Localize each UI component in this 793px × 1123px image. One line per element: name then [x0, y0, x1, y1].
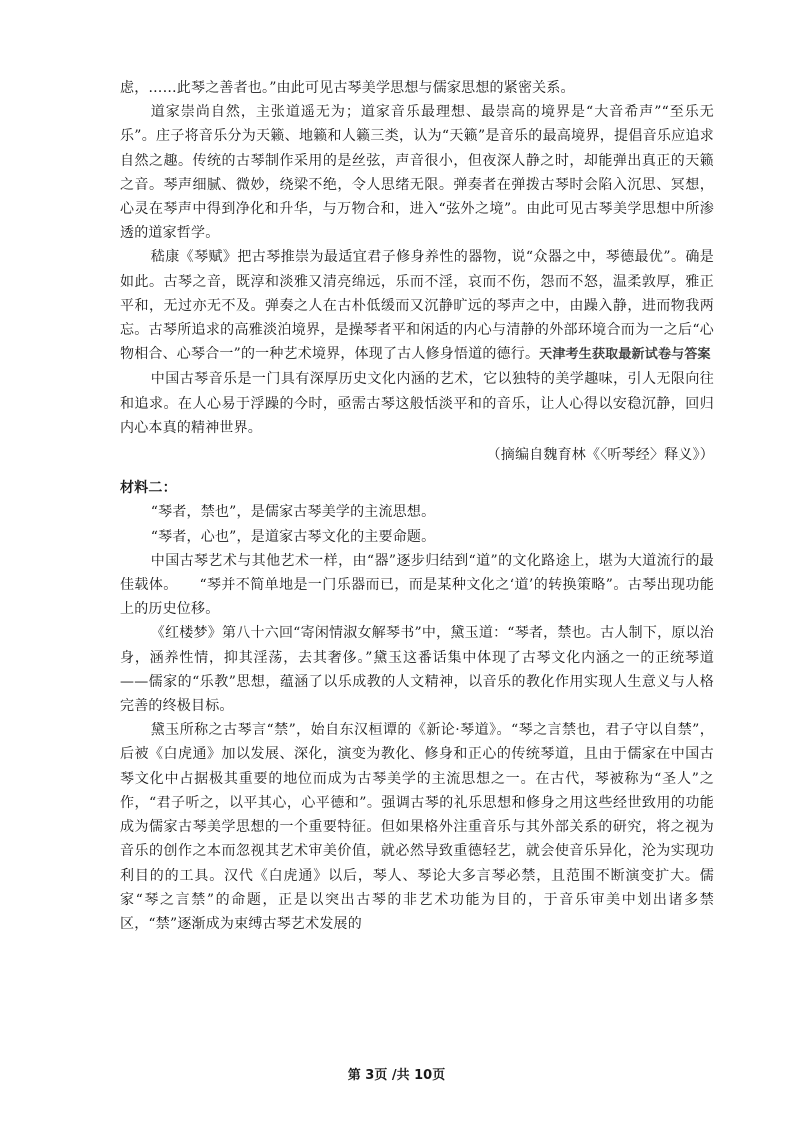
paragraph-qin-fu-text: 嵇康《琴赋》把古琴推崇为最适宜君子修身养性的器物，说“众器之中，琴德最优”。确是如此。古琴之音，既淳和淡雅又清亮绵远，乐而不淫，哀而不伤，怨而不怒，温柔敦厚，雅正平和，无过亦无不及。弹奏之人在古朴低缓而又沉静旷远的琴声之中，由躁入静，进而物我两忘。古琴所追求的高雅淡泊境界，是操琴者平和闲适的内心与清静的外部环境合而为一之后“心物相合、心琴合一”的一种艺术境界，体现了古人修身悟道的德行。: [120, 249, 714, 363]
paragraph-qin-jin: 黛玉所称之古琴言“禁”，始自东汉桓谭的《新论·琴道》。“琴之言禁也，君子守以自禁”，后被《白虎通》加以发展、深化，演变为教化、修身和正心的传统琴道，且由于儒家在中国古琴文化中占据极其重要的地位而成为古琴美学的主流思想之一。在古代，琴被称为“圣人”之作，“君子听之，以平其心，心平德和”。强调古琴的礼乐思想和修身之用这些经世致用的功能成为儒家古琴美学思想的一个重要特征。但如果格外注重音乐与其外部关系的研究，将之视为音乐的创作之本而忽视其艺术审美价值，就必然导致重德轻艺，就会使音乐异化，沦为实现功利目的的工具。汉代《白虎通》以后，琴人、琴论大多言琴必禁，且范围不断演变扩大。儒家“琴之言禁”的命题，正是以突出古琴的非艺术功能为目的，于音乐审美中划出诸多禁区，“禁”逐渐成为束缚古琴艺术发展的: [120, 722, 714, 932]
paragraph-qi-to-dao: 中国古琴艺术与其他艺术一样，由“器”逐步归结到“道”的文化路途上，堪为大道流行的最佳载体。 “琴并不简单地是一门乐器而已，而是某种文化之‘道’的转换策略”。古琴出现功能上的历史位移。: [120, 552, 714, 618]
paragraph-daoist-thesis: “琴者，心也”，是道家古琴文化的主要命题。: [150, 528, 436, 545]
paragraph-dream-red-mansions: 《红楼梦》第八十六回“寄闲情淑女解琴书”中，黛玉道：“琴者，禁也。古人制下，原以治身，涵养性情，抑其淫荡，去其奢侈。”黛玉这番话集中体现了古琴文化内涵之一的正统琴道——儒家的“乐教”思想，蕴涵了以乐成教的人文精神，以音乐的教化作用实现人生意义与人格完善的终极目标。: [120, 625, 714, 715]
paragraph-guqin-art: 中国古琴音乐是一门具有深厚历史文化内涵的艺术，它以独特的美学趣味，引人无限向往和追求。在人心易于浮躁的今时，亟需古琴这般恬淡平和的音乐，让人心得以安稳沉静，回归内心本真的精神世界。: [120, 371, 714, 436]
watermark-text: 天津考生获取最新试卷与答案: [539, 347, 711, 363]
paragraph-confucian-thesis: “琴者，禁也”，是儒家古琴美学的主流思想。: [150, 504, 436, 521]
source-citation: （摘编自魏育林《〈听琴经〉释义》）: [486, 447, 714, 464]
paragraph-qin-fu: [120, 245, 714, 367]
page-content: [120, 76, 714, 936]
page-number: 第 3页 /共 10页: [347, 1068, 446, 1083]
paragraph-daoist-music: 道家崇尚自然，主张道遥无为；道家音乐最理想、最崇高的境界是“大音希声”“至乐无乐”。庄子将音乐分为天籁、地籁和人籁三类，认为“天籁”是音乐的最高境界，提倡音乐应追求自然之趣。传统的古琴制作采用的是丝弦，声音很小，但夜深人静之时，却能弹出真正的天籁之音。琴声细腻、微妙，绕梁不绝，令人思绪无限。弹奏者在弹拨古琴时会陷入沉思、冥想，心灵在琴声中得到净化和升华，与万物合和，进入“弦外之境”。由此可见古琴美学思想中所渗透的道家哲学。: [120, 104, 714, 242]
section-label-material-two: 材料二：: [120, 480, 177, 497]
paragraph-continuation: 虑，……此琴之善者也。”由此可见古琴美学思想与儒家思想的紧密关系。: [120, 80, 575, 96]
